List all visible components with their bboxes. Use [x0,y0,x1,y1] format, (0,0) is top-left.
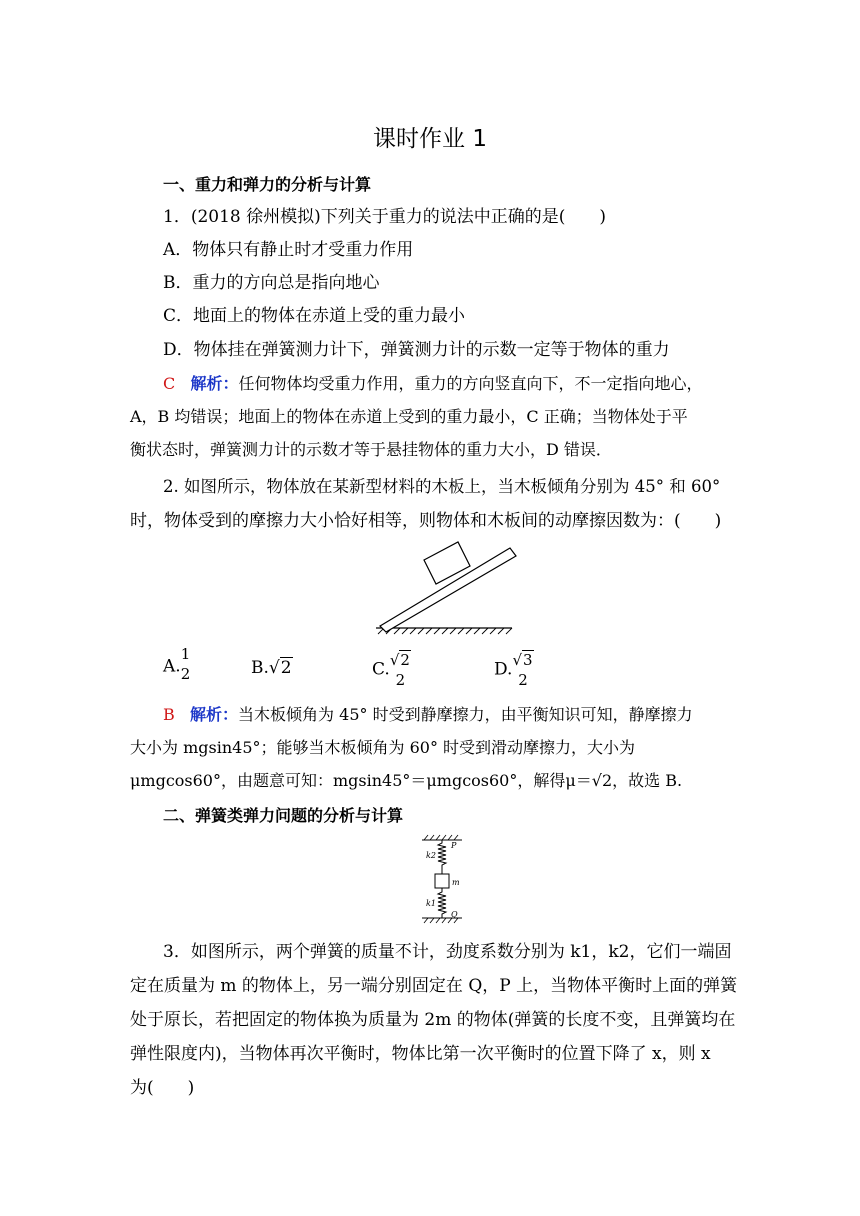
q2-analysis-line-1 [163,703,773,727]
upper-spring-k2 [438,840,446,874]
q2-option-c: C. √2 2 [372,651,410,689]
q2-option-a-numerator: 1 [180,645,191,663]
page-title: 课时作业 1 [373,126,487,152]
section-heading-2: 二、弹簧类弹力问题的分析与计算 [163,806,404,825]
q2-option-c-prefix: C. [372,659,390,680]
spring-system-figure [418,834,470,924]
label-k1: k1 [426,899,436,908]
q3-stem-line-1: 3．如图所示，两个弹簧的质量不计，劲度系数分别为 k1，k2，它们一端固 [163,942,732,962]
q2-option-d: D. √3 2 [494,651,533,689]
q1-analysis-text-1: 任何物体均受重力作用，重力的方向竖直向下，不一定指向地心， [238,374,703,393]
q2-answer: B [163,705,175,724]
lower-spring-k1 [438,888,446,918]
q3-stem-line-3: 处于原长，若把固定的物体换为质量为 2m 的物体(弹簧的长度不变，且弹簧均在 [130,1010,736,1030]
mass-block [435,874,449,888]
q2-analysis-text-1: 当木板倾角为 45° 时受到静摩擦力，由平衡知识可知，静摩擦力 [238,705,693,724]
q1-analysis-line-2: A，B 均错误；地面上的物体在赤道上受到的重力最小，C 正确；当物体处于平 [130,407,688,426]
q2-option-a [163,645,191,684]
q2-option-b-radicand: 2 [280,658,292,678]
q1-option-c: C．地面上的物体在赤道上受的重力最小 [163,306,466,326]
incline-plane-figure [372,540,518,636]
section-heading-1: 一、重力和弹力的分析与计算 [163,175,372,194]
q2-option-c-denominator: 2 [395,671,406,689]
q2-stem-line-1: 2. 如图所示，物体放在某新型材料的木板上，当木板倾角分别为 45° 和 60° [163,477,721,496]
q1-analysis-line-1 [163,372,773,396]
q2-option-b-prefix: B. [251,658,269,678]
q2-option-a-prefix: A. [163,656,181,677]
q2-analysis-label: 解析： [190,705,239,724]
q1-option-b: B．重力的方向总是指向地心 [163,273,380,293]
q3-stem-line-5: 为( ) [130,1078,195,1098]
q2-option-c-radicand: 2 [400,651,410,669]
q3-stem-line-4: 弹性限度内)，当物体再次平衡时，物体比第一次平衡时的位置下降了 x，则 x [130,1044,711,1064]
q2-analysis-line-3: μmgcos60°，由题意可知：mgsin45°＝μmgcos60°，解得μ＝√2，故选 B. [130,771,683,790]
q2-option-d-denominator: 2 [518,671,528,689]
q2-option-d-prefix: D. [494,659,513,680]
q2-option-b: B.√2 [251,658,292,678]
q1-option-a: A．物体只有静止时才受重力作用 [163,240,414,260]
q1-analysis-line-3: 衡状态时，弹簧测力计的示数才等于悬挂物体的重力大小，D 错误． [130,440,612,459]
q1-option-d: D．物体挂在弹簧测力计下，弹簧测力计的示数一定等于物体的重力 [163,340,670,360]
label-Q: Q [451,910,458,919]
label-k2: k2 [426,851,436,860]
q1-analysis-label: 解析： [190,374,239,393]
ground-hatching [378,628,512,634]
q2-option-d-radicand: 3 [523,651,533,669]
q2-analysis-line-2: 大小为 mgsin45°；能够当木板倾角为 60° 时受到滑动摩擦力，大小为 [130,738,636,757]
q2-stem-line-2: 时，物体受到的摩擦力大小恰好相等，则物体和木板间的动摩擦因数为：( ) [130,511,722,531]
label-m: m [452,878,460,887]
q2-option-a-denominator: 2 [180,665,191,683]
q1-answer: C [163,374,176,393]
q1-stem: 1．(2018 徐州模拟)下列关于重力的说法中正确的是( ) [163,207,607,227]
ceiling-hatching [424,835,458,840]
q3-stem-line-2: 定在质量为 m 的物体上，另一端分别固定在 Q，P 上，当物体平衡时上面的弹簧 [130,976,738,996]
label-P: P [451,841,457,850]
